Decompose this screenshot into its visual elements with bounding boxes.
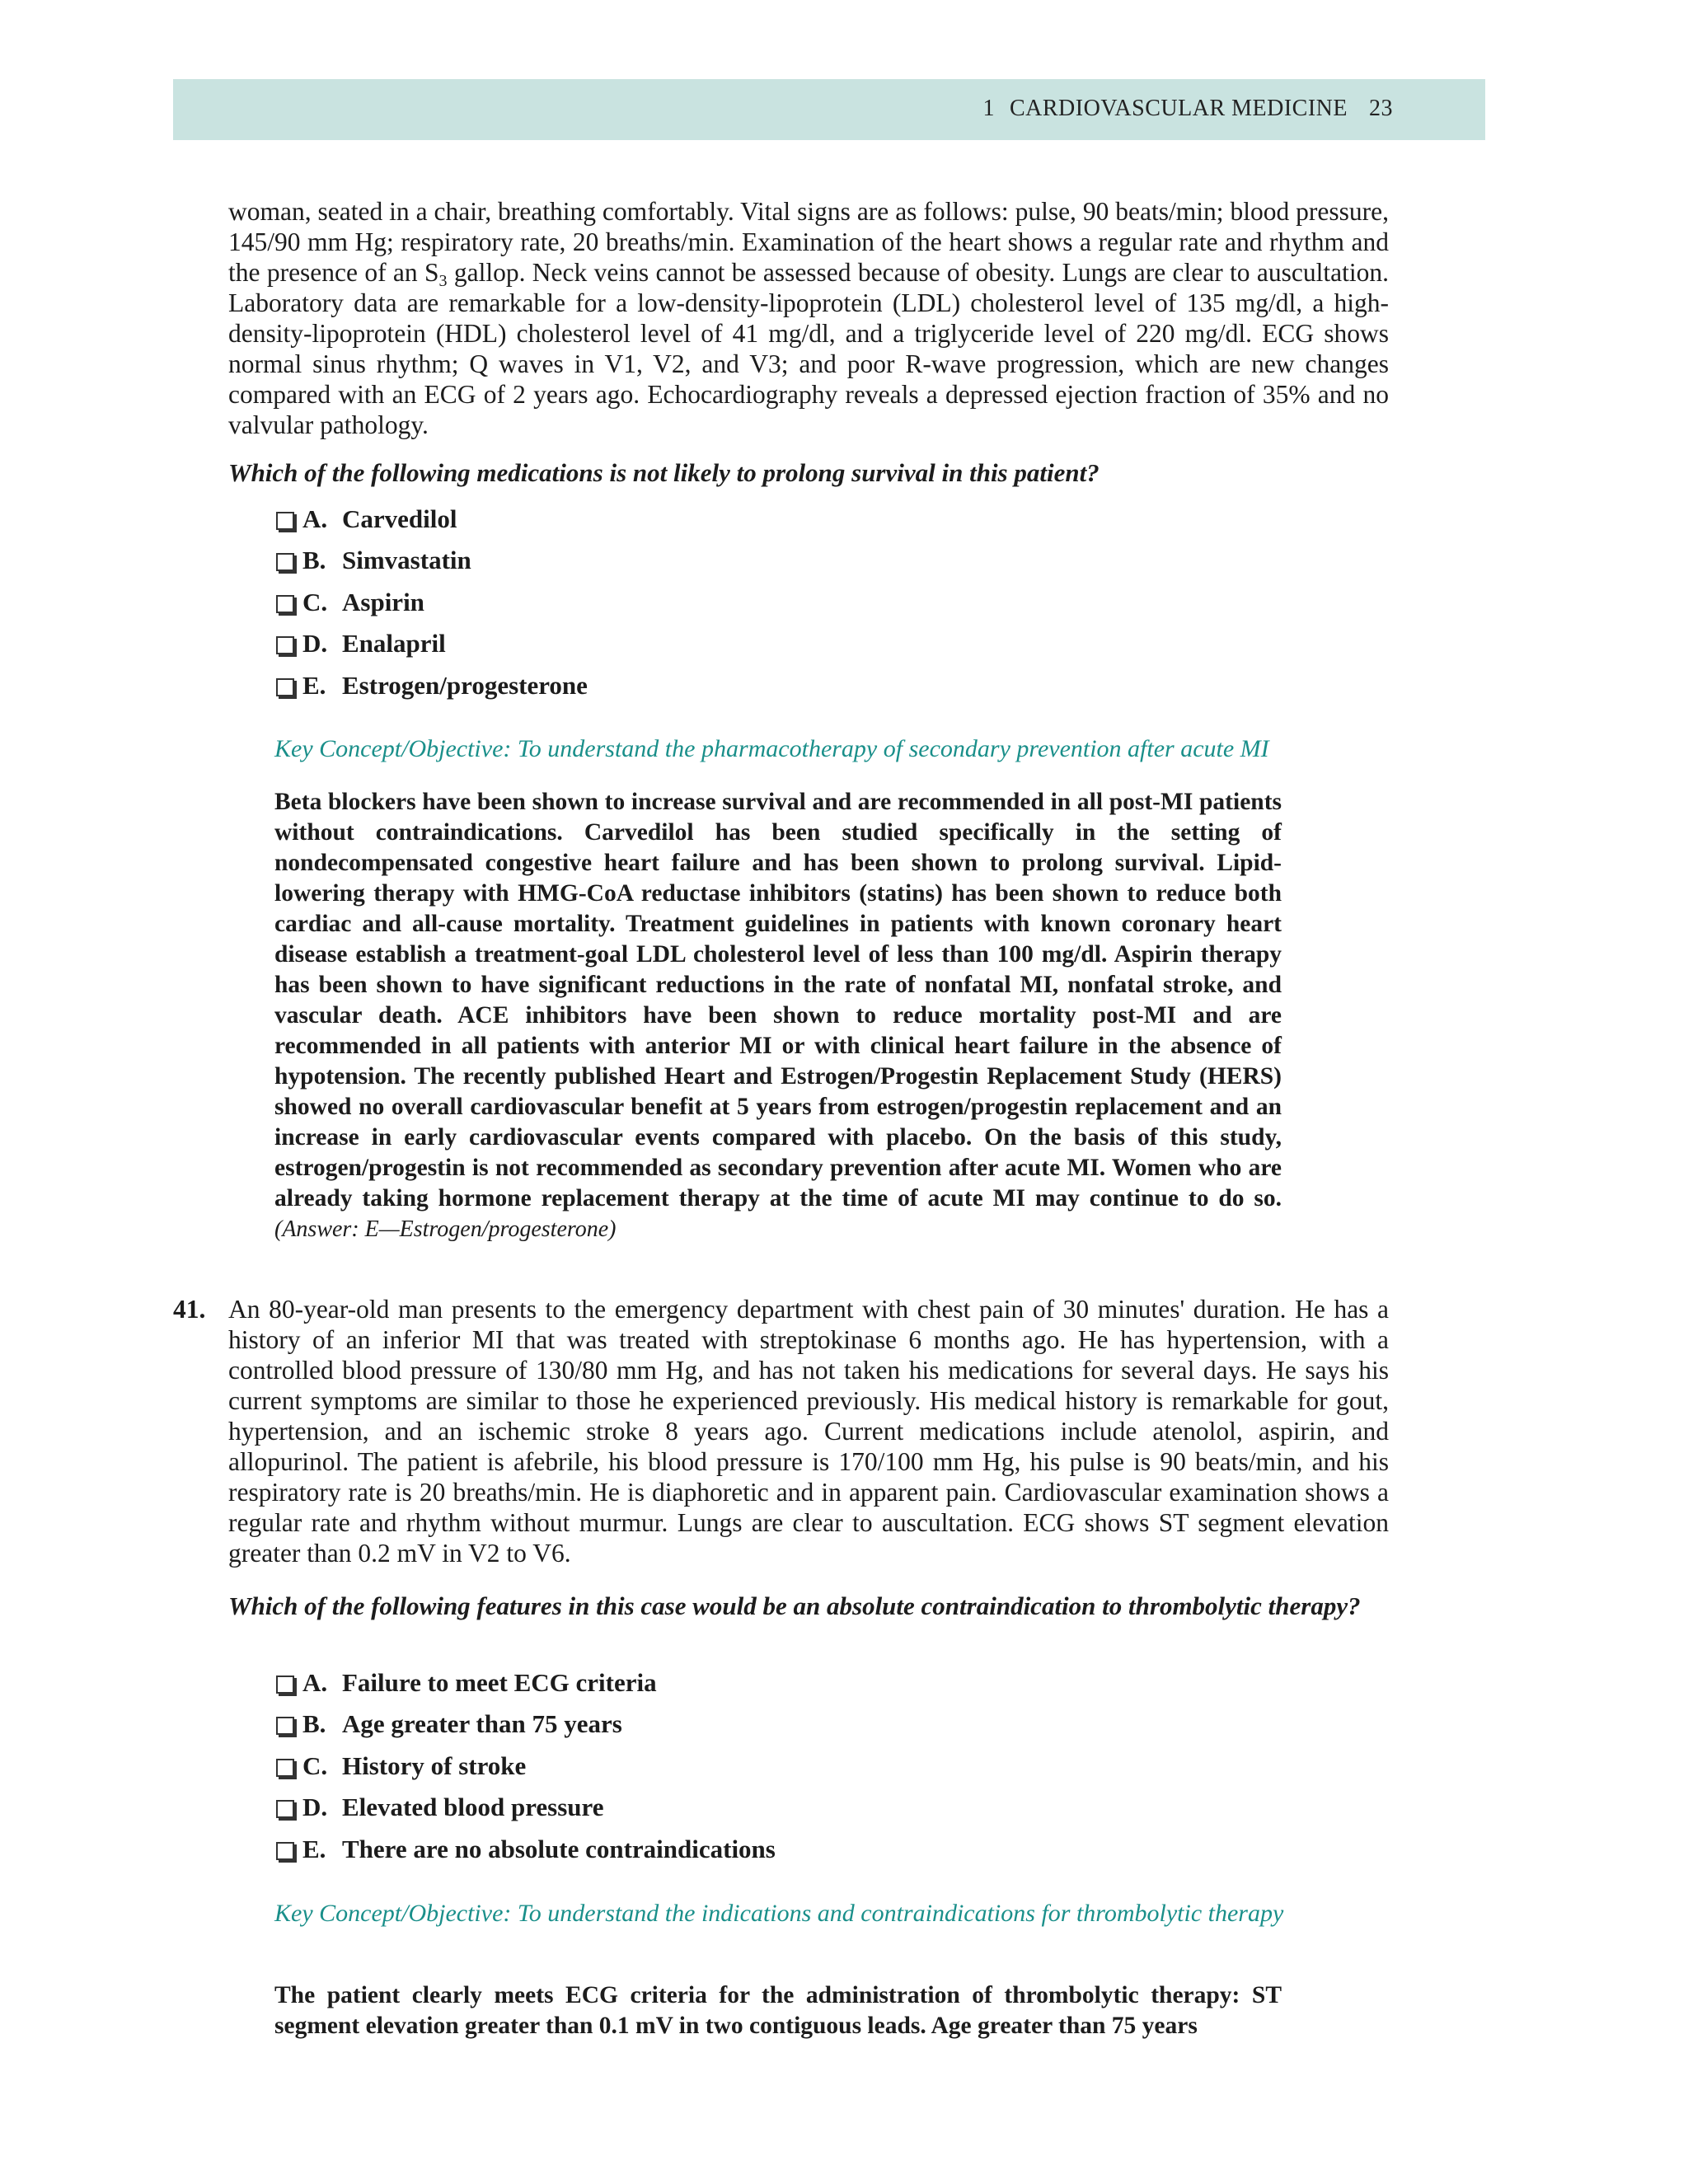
checkbox-icon[interactable] [276, 1842, 294, 1860]
option-text: Failure to meet ECG criteria [342, 1668, 657, 1697]
checkbox-icon[interactable] [276, 1717, 294, 1735]
q41-stem [228, 1294, 1389, 1568]
checkbox-icon[interactable] [276, 1800, 294, 1818]
q40-option-e[interactable] [274, 669, 588, 710]
option-text: There are no absolute contraindications [342, 1834, 776, 1863]
q41-key-concept: Key Concept/Objective: To understand the indications and contraindications for thrombolytic therapy [274, 1900, 1284, 1927]
option-letter: A. [302, 1668, 328, 1697]
q41-stem-text: An 80-year-old man presents to the emergency department with chest pain of 30 minutes' duration. He has a history of an inferior MI that was treated with streptokinase 6 months ago. He has hypertension, with a controlled blood pressure of 130/80 mm Hg, and has not taken his medications for several days. He says his current symptoms are similar to those he experienced previously. His medical history is remarkable for gout, hypertension, and an ischemic stroke 8 years ago. Current medications include atenolol, aspirin, and allopurinol. The patient is afebrile, his blood pressure is 170/100 mm Hg, his pulse is 90 beats/min, and his respiratory rate is 20 breaths/min. He is diaphoretic and in apparent pain. Cardiovascular examination shows a regular rate and rhythm without murmur. Lungs are clear to auscultation. ECG shows ST segment elevation greater than 0.2 mV in V2 to V6. [228, 1295, 1389, 1568]
option-letter: E. [302, 670, 326, 700]
q40-question: Which of the following medications is not likely to prolong survival in this patient? [228, 458, 1100, 487]
q40-stem [228, 196, 1389, 440]
option-text: Carvedilol [342, 504, 457, 533]
q41-option-a[interactable] [274, 1666, 776, 1708]
chapter-title: CARDIOVASCULAR MEDICINE [1009, 96, 1348, 121]
option-letter: A. [302, 504, 328, 533]
checkbox-icon[interactable] [276, 678, 294, 696]
q41-option-e[interactable] [274, 1833, 776, 1874]
checkbox-icon[interactable] [276, 512, 294, 530]
q40-explanation-text: Beta blockers have been shown to increase survival and are recommended in all post-MI patients without contraindications. Carvedilol has been studied specifically in the setting of nondecompensated congestive heart failure and has been shown to prolong survival. Lipid-lowering therapy with HMG-CoA reductase inhibitors (statins) has been shown to reduce both cardiac and all-cause mortality. Treatment guidelines in patients with known coronary heart disease establish a treatment-goal LDL cholesterol level of less than 100 mg/dl. Aspirin therapy has been shown to have significant reductions in the rate of nonfatal MI, nonfatal stroke, and vascular death. ACE inhibitors have been shown to reduce mortality post-MI and are recommended in all patients with anterior MI or with clinical heart failure in the absence of hypotension. The recently published Heart and Estrogen/Progestin Replacement Study (HERS) showed no overall cardiovascular benefit at 5 years from estrogen/progestin replacement and an increase in early cardiovascular events compared with placebo. On the basis of this study, estrogen/progestin is not recommended as secondary prevention after acute MI. Women who are already taking hormone replacement therapy at the time of acute MI may continue to do so. [274, 789, 1282, 1212]
q40-stem-part1: woman, seated in a chair, breathing comfortably. Vital signs are as follows: pulse, 90 beats/min; blood pressure, 145/90 mm Hg; respiratory rate, 20 breaths/min. Examination of the heart shows a regular rate and rhythm and the presence of an S [228, 197, 1389, 287]
option-letter: C. [302, 587, 328, 616]
q40-option-b[interactable] [274, 544, 588, 585]
checkbox-icon[interactable] [276, 1675, 294, 1694]
q40-stem-subscript: 3 [438, 272, 448, 290]
q40-option-a[interactable] [274, 503, 588, 544]
q41-options [274, 1666, 776, 1874]
option-letter: E. [302, 1834, 326, 1863]
option-text: Aspirin [342, 587, 424, 616]
chapter-number: 1 [982, 96, 995, 121]
option-text: Estrogen/progesterone [342, 670, 588, 700]
checkbox-icon[interactable] [276, 553, 294, 571]
option-letter: C. [302, 1750, 328, 1780]
q41-option-c[interactable] [274, 1750, 776, 1791]
q40-option-d[interactable] [274, 627, 588, 668]
q40-explanation [274, 787, 1282, 1244]
option-text: Simvastatin [342, 546, 471, 575]
q41-explanation: The patient clearly meets ECG criteria for the administration of thrombolytic therapy: ST segment elevation greater than 0.1 mV in two contiguous leads. Age greater than 75 years [274, 1982, 1282, 2039]
checkbox-icon[interactable] [276, 636, 294, 654]
option-letter: D. [302, 629, 328, 658]
q41-option-d[interactable] [274, 1791, 776, 1832]
q40-stem-part2: gallop. Neck veins cannot be assessed because of obesity. Lungs are clear to auscultation. Laboratory data are remarkable for a low-density-lipoprotein (LDL) cholesterol level of 135 mg/dl, a high-density-lipoprotein (HDL) cholesterol level of 41 mg/dl, and a triglyceride level of 220 mg/dl. ECG shows normal sinus rhythm; Q waves in V1, V2, and V3; and poor R-wave progression, which are new changes compared with an ECG of 2 years ago. Echocardiography reveals a depressed ejection fraction of 35% and no valvular pathology. [228, 258, 1389, 439]
running-header [173, 79, 1485, 140]
q41-question: Which of the following features in this case would be an absolute contraindication to thrombolytic therapy? [228, 1591, 1361, 1620]
q40-options [274, 503, 588, 710]
header-text [982, 96, 1393, 122]
option-text: History of stroke [342, 1750, 527, 1780]
q40-option-c[interactable] [274, 586, 588, 627]
option-text: Age greater than 75 years [342, 1709, 622, 1739]
q41-option-b[interactable] [274, 1708, 776, 1749]
option-text: Elevated blood pressure [342, 1793, 604, 1822]
checkbox-icon[interactable] [276, 595, 294, 613]
q41-number: 41. [173, 1295, 206, 1324]
option-text: Enalapril [342, 629, 446, 658]
q40-answer: (Answer: E—Estrogen/progesterone) [274, 1216, 617, 1242]
option-letter: B. [302, 1709, 326, 1739]
page-number: 23 [1369, 96, 1393, 121]
option-letter: B. [302, 546, 326, 575]
q40-key-concept: Key Concept/Objective: To understand the pharmacotherapy of secondary prevention after acute MI [274, 735, 1269, 762]
checkbox-icon[interactable] [276, 1759, 294, 1777]
option-letter: D. [302, 1793, 328, 1822]
